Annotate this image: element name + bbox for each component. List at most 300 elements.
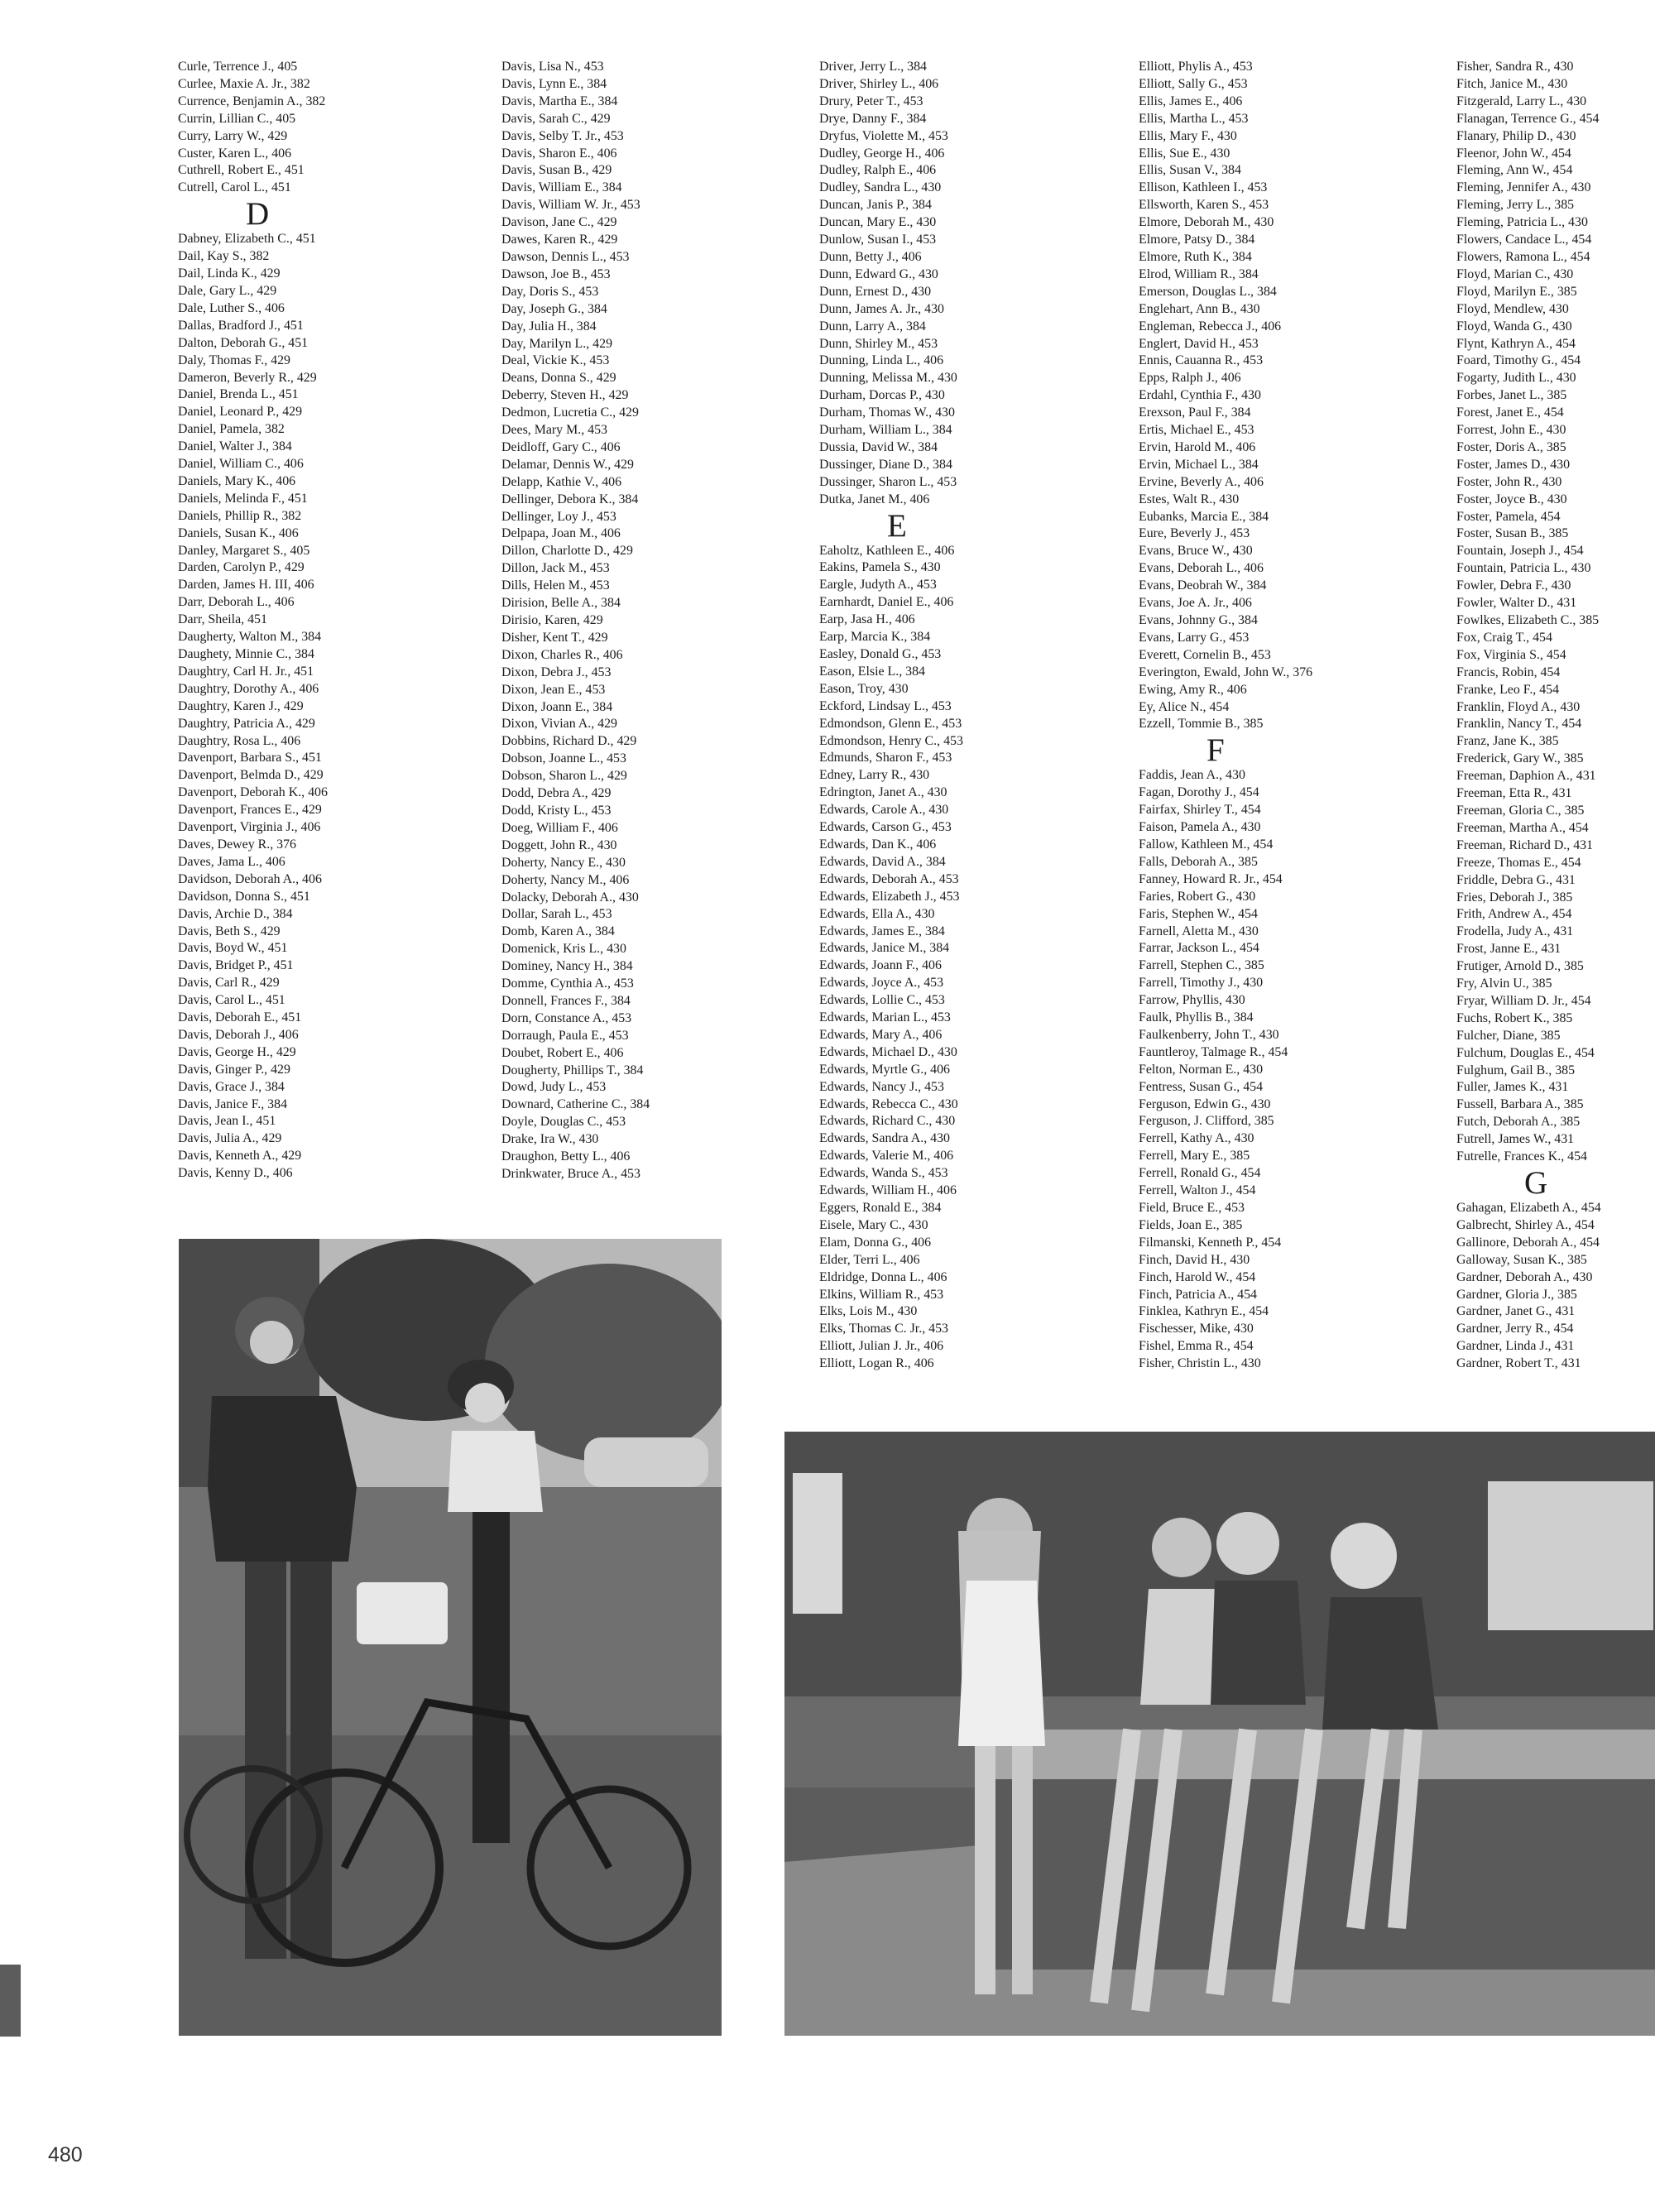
index-entry: Dixon, Vivian A., 429	[501, 717, 618, 732]
index-entry: Felton, Norman E., 430	[1139, 1062, 1264, 1077]
index-entry: Faulk, Phyllis B., 384	[1139, 1010, 1254, 1025]
index-entry: Delapp, Kathie V., 406	[501, 474, 622, 489]
index-entry: Fairfax, Shirley T., 454	[1139, 803, 1261, 818]
index-entry: Darr, Sheila, 451	[178, 612, 267, 627]
index-entry: Fowler, Debra F., 430	[1456, 578, 1571, 593]
index-entry: Fentress, Susan G., 454	[1139, 1079, 1264, 1094]
index-entry: Field, Bruce E., 453	[1139, 1201, 1245, 1215]
index-entry: Ewing, Amy R., 406	[1139, 682, 1247, 697]
index-entry: Edwards, Lollie C., 453	[819, 993, 945, 1008]
index-entry: Daniel, Leonard P., 429	[178, 405, 303, 420]
index-entry: Dunn, Betty J., 406	[819, 249, 922, 264]
photo-students-with-bicycles	[179, 1239, 722, 2036]
index-entry: Edwards, Rebecca C., 430	[819, 1096, 958, 1111]
index-entry: Edwards, Mary A., 406	[819, 1027, 943, 1042]
index-entry: Currence, Benjamin A., 382	[178, 94, 326, 108]
index-entry: Davis, George H., 429	[178, 1044, 296, 1059]
index-entry: Davis, Kenny D., 406	[178, 1166, 293, 1181]
index-entry: Eggers, Ronald E., 384	[819, 1201, 942, 1215]
index-entry: Finch, David H., 430	[1139, 1252, 1250, 1267]
index-entry: Daniel, Pamela, 382	[178, 422, 285, 437]
index-entry: Daniel, Brenda L., 451	[178, 387, 299, 402]
index-entry: Dillon, Jack M., 453	[501, 561, 610, 576]
index-entry: Gahagan, Elizabeth A., 454	[1456, 1201, 1601, 1215]
index-entry: Domme, Cynthia A., 453	[501, 976, 634, 991]
index-entry: Davenport, Barbara S., 451	[178, 751, 322, 765]
index-entry: Fauntleroy, Talmage R., 454	[1139, 1044, 1288, 1059]
index-entry: Deberry, Steven H., 429	[501, 388, 629, 403]
index-entry: Foster, James D., 430	[1456, 457, 1571, 472]
index-entry: Dillon, Charlotte D., 429	[501, 544, 633, 559]
index-entry: Frost, Janne E., 431	[1456, 942, 1561, 957]
index-entry: Floyd, Marian C., 430	[1456, 266, 1574, 281]
index-entry: Draughon, Betty L., 406	[501, 1149, 631, 1164]
index-entry: Foster, Joyce B., 430	[1456, 492, 1567, 506]
index-entry: Everington, Ewald, John W., 376	[1139, 665, 1313, 679]
index-entry: Evans, Deborah L., 406	[1139, 561, 1264, 576]
index-entry: Dunlow, Susan I., 453	[819, 233, 937, 247]
index-entry: Elliott, Julian J. Jr., 406	[819, 1339, 944, 1354]
index-entry: Dixon, Charles R., 406	[501, 647, 623, 662]
index-entry: Dees, Mary M., 453	[501, 423, 607, 438]
index-entry: Daugherty, Walton M., 384	[178, 630, 322, 645]
index-entry: Darr, Deborah L., 406	[178, 595, 295, 610]
index-entry: Eisele, Mary C., 430	[819, 1217, 928, 1232]
index-entry: Elliott, Phylis A., 453	[1139, 60, 1253, 74]
index-entry: Fleming, Ann W., 454	[1456, 163, 1573, 178]
index-entry: Fallow, Kathleen M., 454	[1139, 837, 1274, 852]
index-entry: Davis, William E., 384	[501, 180, 622, 195]
index-entry: Freeman, Etta R., 431	[1456, 786, 1572, 801]
index-entry: Ferrell, Kathy A., 430	[1139, 1131, 1254, 1146]
index-entry: Fleming, Jennifer A., 430	[1456, 180, 1591, 195]
bicycles-photo-art	[179, 1239, 722, 2036]
index-entry: Fox, Virginia S., 454	[1456, 647, 1566, 662]
index-entry: Dutka, Janet M., 406	[819, 492, 930, 506]
index-entry: Floyd, Mendlew, 430	[1456, 301, 1569, 316]
index-entry: Edwards, Nancy J., 453	[819, 1079, 944, 1094]
index-entry: Edney, Larry R., 430	[819, 768, 930, 783]
index-entry: Day, Joseph G., 384	[501, 301, 607, 316]
index-entry: Davis, Boyd W., 451	[178, 941, 288, 956]
index-entry: Dussinger, Diane D., 384	[819, 457, 952, 472]
index-entry: Futrelle, Frances K., 454	[1456, 1149, 1587, 1164]
index-entry: Curry, Larry W., 429	[178, 128, 288, 143]
index-entry: Fulcher, Diane, 385	[1456, 1028, 1561, 1043]
index-entry: Davison, Jane C., 429	[501, 215, 617, 230]
index-entry: Gardner, Janet G., 431	[1456, 1304, 1576, 1319]
index-entry: Dirisio, Karen, 429	[501, 613, 603, 627]
index-entry: Erexson, Paul F., 384	[1139, 405, 1251, 420]
index-entry: Fitch, Janice M., 430	[1456, 76, 1568, 91]
index-entry: Earp, Jasa H., 406	[819, 612, 915, 627]
index-entry: Ferguson, Edwin G., 430	[1139, 1096, 1271, 1111]
index-entry: Dail, Linda K., 429	[178, 266, 281, 281]
index-entry: Custer, Karen L., 406	[178, 146, 292, 161]
index-entry: Francis, Robin, 454	[1456, 665, 1561, 679]
index-entry: Ferrell, Mary E., 385	[1139, 1149, 1250, 1164]
index-entry: Driver, Shirley L., 406	[819, 76, 939, 91]
index-entry: Faries, Robert G., 430	[1139, 889, 1256, 904]
index-entry: Ellison, Kathleen I., 453	[1139, 180, 1268, 195]
index-entry: Davis, Julia A., 429	[178, 1131, 282, 1146]
index-entry: Franklin, Nancy T., 454	[1456, 717, 1582, 732]
index-entry: Drye, Danny F., 384	[819, 111, 927, 126]
index-entry: Falls, Deborah A., 385	[1139, 854, 1258, 869]
index-entry: Fishel, Emma R., 454	[1139, 1339, 1254, 1354]
index-entry: Freeman, Gloria C., 385	[1456, 803, 1585, 818]
index-entry: Ervine, Beverly A., 406	[1139, 474, 1264, 489]
index-entry: Dodd, Debra A., 429	[501, 786, 612, 801]
index-entry: Edmondson, Glenn E., 453	[819, 716, 962, 731]
index-column-1	[178, 59, 328, 1183]
index-entry: Elks, Lois M., 430	[819, 1304, 918, 1319]
index-entry: Earp, Marcia K., 384	[819, 630, 931, 645]
index-entry: Evans, Larry G., 453	[1139, 630, 1250, 645]
index-entry: Fountain, Joseph J., 454	[1456, 544, 1584, 559]
index-entry: Edwards, Valerie M., 406	[819, 1149, 954, 1164]
index-entry: Dunn, James A. Jr., 430	[819, 301, 944, 316]
index-entry: Frodella, Judy A., 431	[1456, 924, 1574, 939]
index-entry: Davis, Martha E., 384	[501, 94, 618, 108]
index-entry: Doherty, Nancy M., 406	[501, 872, 630, 887]
index-entry: Dudley, Sandra L., 430	[819, 180, 942, 195]
index-entry: Durham, William L., 384	[819, 423, 952, 438]
index-entry: Fagan, Dorothy J., 454	[1139, 785, 1259, 800]
index-entry: Daughtry, Carl H. Jr., 451	[178, 664, 314, 679]
index-entry: Dougherty, Phillips T., 384	[501, 1063, 644, 1077]
index-entry: Dussia, David W., 384	[819, 439, 938, 454]
index-entry: Fowlkes, Elizabeth C., 385	[1456, 613, 1600, 627]
index-entry: Donnell, Frances F., 384	[501, 993, 631, 1008]
index-entry: Fischesser, Mike, 430	[1139, 1322, 1254, 1336]
index-entry: Dobson, Joanne L., 453	[501, 751, 626, 766]
index-entry: Dryfus, Violette M., 453	[819, 128, 948, 143]
index-entry: Elmore, Deborah M., 430	[1139, 215, 1274, 230]
index-entry: Floyd, Marilyn E., 385	[1456, 284, 1577, 299]
index-entry: Epps, Ralph J., 406	[1139, 371, 1241, 386]
index-entry: Farnell, Aletta M., 430	[1139, 924, 1259, 938]
index-entry: Erdahl, Cynthia F., 430	[1139, 388, 1261, 403]
index-entry: Edwards, Deborah A., 453	[819, 871, 959, 886]
index-entry: Davis, Lynn E., 384	[501, 76, 607, 91]
index-entry: Faris, Stephen W., 454	[1139, 906, 1258, 921]
index-entry: Eaholtz, Kathleen E., 406	[819, 543, 955, 558]
index-entry: Galbrecht, Shirley A., 454	[1456, 1217, 1595, 1232]
index-entry: Gardner, Linda J., 431	[1456, 1339, 1575, 1354]
section-letter-g: G	[1524, 1165, 1548, 1201]
index-entry: Gardner, Deborah A., 430	[1456, 1269, 1593, 1284]
index-entry: Dirision, Belle A., 384	[501, 596, 621, 611]
index-entry: Eldridge, Donna L., 406	[819, 1269, 947, 1284]
index-entry: Estes, Walt R., 430	[1139, 492, 1240, 506]
index-entry: Fryar, William D. Jr., 454	[1456, 993, 1591, 1008]
index-entry: Elmore, Patsy D., 384	[1139, 233, 1255, 247]
page-edge-tab	[0, 1965, 21, 2037]
index-entry: Davis, Archie D., 384	[178, 906, 293, 921]
index-entry: Edwards, Carson G., 453	[819, 820, 952, 835]
index-entry: Fanney, Howard R. Jr., 454	[1139, 871, 1283, 886]
index-entry: Davenport, Deborah K., 406	[178, 785, 328, 800]
index-entry: Curlee, Maxie A. Jr., 382	[178, 76, 310, 91]
index-entry: Davis, Beth S., 429	[178, 924, 281, 938]
index-entry: Day, Doris S., 453	[501, 284, 599, 299]
index-entry: Foard, Timothy G., 454	[1456, 353, 1581, 368]
index-entry: Edmondson, Henry C., 453	[819, 733, 963, 748]
index-entry: Daughtry, Rosa L., 406	[178, 733, 301, 748]
index-entry: Flowers, Candace L., 454	[1456, 233, 1592, 247]
index-entry: Deal, Vickie K., 453	[501, 353, 610, 368]
index-entry: Earnhardt, Daniel E., 406	[819, 595, 954, 610]
index-entry: Fleming, Jerry L., 385	[1456, 198, 1575, 213]
index-entry: Edrington, Janet A., 430	[819, 785, 947, 800]
index-entry: Eargle, Judyth A., 453	[819, 578, 937, 593]
index-entry: Dorn, Constance A., 453	[501, 1010, 632, 1025]
index-entry: Edwards, Dan K., 406	[819, 837, 937, 852]
index-entry: Eure, Beverly J., 453	[1139, 526, 1250, 541]
index-entry: Edwards, Marian L., 453	[819, 1010, 951, 1025]
index-entry: Davenport, Frances E., 429	[178, 803, 322, 818]
index-entry: Domenick, Kris L., 430	[501, 942, 626, 957]
index-entry: Ellis, Martha L., 453	[1139, 111, 1249, 126]
index-entry: Finch, Harold W., 454	[1139, 1269, 1256, 1284]
index-entry: Elam, Donna G., 406	[819, 1235, 932, 1250]
index-entry: Engleman, Rebecca J., 406	[1139, 319, 1282, 333]
index-entry: Daves, Dewey R., 376	[178, 837, 296, 852]
index-entry: Danley, Margaret S., 405	[178, 543, 310, 558]
index-entry: Downard, Catherine C., 384	[501, 1097, 650, 1112]
index-entry: Davis, Susan B., 429	[501, 163, 612, 178]
index-entry: Freeze, Thomas E., 454	[1456, 855, 1581, 870]
index-entry: Farrar, Jackson L., 454	[1139, 941, 1259, 956]
index-entry: Daughety, Minnie C., 384	[178, 647, 314, 661]
index-entry: Faulkenberry, John T., 430	[1139, 1027, 1279, 1042]
index-entry: Everett, Cornelin B., 453	[1139, 647, 1271, 662]
index-entry: Fox, Craig T., 454	[1456, 630, 1552, 645]
index-entry: Davis, Bridget P., 451	[178, 958, 294, 973]
index-entry: Daughtry, Karen J., 429	[178, 698, 304, 713]
index-entry: Englehart, Ann B., 430	[1139, 301, 1260, 316]
index-entry: Edwards, Sandra A., 430	[819, 1131, 950, 1146]
index-entry: Dunn, Edward G., 430	[819, 266, 938, 281]
index-entry: Drinkwater, Bruce A., 453	[501, 1167, 640, 1181]
index-entry: Englert, David H., 453	[1139, 336, 1259, 351]
index-entry: Dawes, Karen R., 429	[501, 233, 618, 247]
index-entry: Drake, Ira W., 430	[501, 1132, 599, 1147]
index-entry: Frederick, Gary W., 385	[1456, 751, 1584, 766]
index-column-3	[819, 59, 963, 1373]
index-column-5	[1456, 59, 1601, 1373]
index-entry: Flanary, Philip D., 430	[1456, 128, 1576, 143]
index-entry: Daniel, William C., 406	[178, 457, 304, 472]
index-entry: Forbes, Janet L., 385	[1456, 388, 1567, 403]
index-entry: Ferrell, Ronald G., 454	[1139, 1166, 1261, 1181]
index-entry: Edwards, Elizabeth J., 453	[819, 889, 960, 904]
index-entry: Davis, Carl R., 429	[178, 976, 280, 991]
index-entry: Dalton, Deborah G., 451	[178, 335, 309, 350]
index-entry: Day, Julia H., 384	[501, 319, 597, 333]
index-entry: Duncan, Janis P., 384	[819, 198, 932, 213]
index-entry: Davis, Grace J., 384	[178, 1079, 285, 1094]
index-entry: Dale, Gary L., 429	[178, 283, 277, 298]
index-entry: Edwards, Joyce A., 453	[819, 976, 944, 991]
index-entry: Fleenor, John W., 454	[1456, 146, 1571, 161]
index-entry: Fields, Joan E., 385	[1139, 1217, 1243, 1232]
index-entry: Dudley, Ralph E., 406	[819, 163, 937, 178]
index-entry: Forrest, John E., 430	[1456, 423, 1566, 438]
index-entry: Filmanski, Kenneth P., 454	[1139, 1235, 1282, 1250]
index-entry: Elliott, Logan R., 406	[819, 1356, 934, 1371]
index-entry: Eason, Troy, 430	[819, 681, 909, 696]
index-entry: Disher, Kent T., 429	[501, 630, 608, 645]
index-entry: Doherty, Nancy E., 430	[501, 855, 626, 870]
index-entry: Futch, Deborah A., 385	[1456, 1115, 1581, 1130]
index-entry: Edwards, David A., 384	[819, 854, 946, 869]
index-entry: Dixon, Jean E., 453	[501, 682, 606, 697]
index-entry: Dawson, Dennis L., 453	[501, 249, 630, 264]
index-entry: Edwards, Carole A., 430	[819, 803, 949, 818]
index-entry: Faison, Pamela A., 430	[1139, 820, 1261, 835]
index-entry: Foster, Pamela, 454	[1456, 509, 1561, 524]
index-entry: Eason, Elsie L., 384	[819, 664, 925, 679]
index-entry: Daughtry, Dorothy A., 406	[178, 681, 319, 696]
index-entry: Fry, Alvin U., 385	[1456, 976, 1552, 991]
index-entry: Fuchs, Robert K., 385	[1456, 1010, 1573, 1025]
index-entry: Dolacky, Deborah A., 430	[501, 890, 639, 904]
index-entry: Davidson, Donna S., 451	[178, 889, 310, 904]
index-entry: Eakins, Pamela S., 430	[819, 560, 941, 575]
index-entry: Fuller, James K., 431	[1456, 1080, 1569, 1095]
index-entry: Freeman, Richard D., 431	[1456, 837, 1594, 852]
index-entry: Dabney, Elizabeth C., 451	[178, 232, 316, 247]
index-entry: Currin, Lillian C., 405	[178, 111, 296, 126]
index-entry: Faddis, Jean A., 430	[1139, 768, 1245, 783]
index-entry: Dollar, Sarah L., 453	[501, 907, 612, 922]
index-entry: Foster, Susan B., 385	[1456, 526, 1569, 541]
index-entry: Futrell, James W., 431	[1456, 1132, 1575, 1147]
index-entry: Ervin, Harold M., 406	[1139, 439, 1256, 454]
index-entry: Davis, Carol L., 451	[178, 993, 285, 1008]
index-entry: Franz, Jane K., 385	[1456, 734, 1559, 749]
index-entry: Davis, Janice F., 384	[178, 1096, 288, 1111]
index-entry: Farrell, Timothy J., 430	[1139, 976, 1264, 991]
index-entry: Edwards, Michael D., 430	[819, 1044, 957, 1059]
index-entry: Dunn, Shirley M., 453	[819, 336, 938, 351]
index-entry: Dallas, Bradford J., 451	[178, 318, 304, 333]
index-entry: Edmunds, Sharon F., 453	[819, 751, 952, 765]
index-entry: Gallinore, Deborah A., 454	[1456, 1235, 1600, 1250]
index-entry: Dellinger, Loy J., 453	[501, 509, 616, 524]
index-entry: Day, Marilyn L., 429	[501, 336, 613, 351]
index-entry: Duncan, Mary E., 430	[819, 215, 937, 230]
index-entry: Gardner, Robert T., 431	[1456, 1356, 1581, 1371]
index-entry: Edwards, James E., 384	[819, 924, 945, 938]
index-entry: Edwards, Wanda S., 453	[819, 1166, 948, 1181]
index-entry: Edwards, Richard C., 430	[819, 1114, 956, 1129]
index-entry: Dominey, Nancy H., 384	[501, 959, 633, 974]
index-entry: Dobbins, Richard D., 429	[501, 734, 637, 749]
index-entry: Fogarty, Judith L., 430	[1456, 371, 1576, 386]
index-entry: Daughtry, Patricia A., 429	[178, 716, 315, 731]
index-entry: Dunning, Linda L., 406	[819, 353, 944, 368]
index-entry: Evans, Johnny G., 384	[1139, 613, 1258, 627]
index-entry: Freeman, Martha A., 454	[1456, 820, 1589, 835]
index-entry: Galloway, Susan K., 385	[1456, 1252, 1587, 1267]
wall-photo-art	[784, 1432, 1655, 2036]
index-entry: Emerson, Douglas L., 384	[1139, 284, 1277, 299]
index-entry: Fitzgerald, Larry L., 430	[1456, 94, 1587, 108]
index-entry: Edwards, Ella A., 430	[819, 906, 935, 921]
index-entry: Edwards, Joann F., 406	[819, 958, 942, 973]
index-entry: Forest, Janet E., 454	[1456, 405, 1564, 420]
index-entry: Foster, Doris A., 385	[1456, 439, 1566, 454]
index-entry: Cuthrell, Robert E., 451	[178, 163, 305, 178]
index-entry: Doyle, Douglas C., 453	[501, 1115, 626, 1130]
index-entry: Flowers, Ramona L., 454	[1456, 249, 1590, 264]
index-entry: Dail, Kay S., 382	[178, 249, 270, 264]
index-entry: Durham, Dorcas P., 430	[819, 388, 945, 403]
index-entry: Friddle, Debra G., 431	[1456, 872, 1576, 887]
index-entry: Ellis, Sue E., 430	[1139, 146, 1230, 161]
index-entry: Elmore, Ruth K., 384	[1139, 249, 1252, 264]
index-entry: Dixon, Debra J., 453	[501, 665, 612, 679]
index-entry: Dobson, Sharon L., 429	[501, 769, 627, 784]
index-entry: Easley, Donald G., 453	[819, 647, 942, 661]
index-entry: Dodd, Kristy L., 453	[501, 803, 612, 818]
index-entry: Daniels, Phillip R., 382	[178, 508, 302, 523]
index-entry: Dunn, Ernest D., 430	[819, 284, 932, 299]
index-entry: Domb, Karen A., 384	[501, 924, 615, 939]
index-entry: Davis, Ginger P., 429	[178, 1062, 290, 1077]
index-entry: Foster, John R., 430	[1456, 474, 1562, 489]
index-entry: Ey, Alice N., 454	[1139, 699, 1230, 714]
index-entry: Eckford, Lindsay L., 453	[819, 698, 952, 713]
index-entry: Daly, Thomas F., 429	[178, 353, 290, 367]
index-entry: Finch, Patricia A., 454	[1139, 1287, 1257, 1302]
index-entry: Dawson, Joe B., 453	[501, 266, 611, 281]
index-entry: Edwards, Myrtle G., 406	[819, 1062, 950, 1077]
index-entry: Durham, Thomas W., 430	[819, 405, 955, 420]
index-entry: Gardner, Jerry R., 454	[1456, 1322, 1574, 1336]
index-entry: Delamar, Dennis W., 429	[501, 457, 635, 472]
index-entry: Darden, Carolyn P., 429	[178, 560, 305, 575]
index-entry: Daniel, Walter J., 384	[178, 439, 292, 454]
index-entry: Darden, James H. III, 406	[178, 578, 314, 593]
index-entry: Ellis, James E., 406	[1139, 94, 1243, 108]
index-entry: Daves, Jama L., 406	[178, 854, 285, 869]
index-entry: Elkins, William R., 453	[819, 1287, 944, 1302]
index-entry: Evans, Bruce W., 430	[1139, 544, 1253, 559]
index-entry: Ferrell, Walton J., 454	[1139, 1183, 1256, 1198]
index-entry: Delpapa, Joan M., 406	[501, 526, 621, 541]
index-entry: Deidloff, Gary C., 406	[501, 439, 621, 454]
index-entry: Evans, Joe A. Jr., 406	[1139, 596, 1252, 611]
index-entry: Frutiger, Arnold D., 385	[1456, 959, 1584, 974]
index-entry: Franke, Leo F., 454	[1456, 682, 1560, 697]
index-entry: Elder, Terri L., 406	[819, 1252, 920, 1267]
index-entry: Dowd, Judy L., 453	[501, 1080, 607, 1095]
index-entry: Elliott, Sally G., 453	[1139, 76, 1248, 91]
index-entry: Curle, Terrence J., 405	[178, 60, 298, 74]
index-entry: Davis, Jean I., 451	[178, 1114, 276, 1129]
index-entry: Dameron, Beverly R., 429	[178, 370, 317, 385]
index-entry: Fleming, Patricia L., 430	[1456, 215, 1588, 230]
index-entry: Doggett, John R., 430	[501, 837, 617, 852]
index-entry: Davenport, Belmda D., 429	[178, 768, 324, 783]
index-entry: Doeg, William F., 406	[501, 820, 618, 835]
index-entry: Elks, Thomas C. Jr., 453	[819, 1322, 948, 1336]
index-entry: Davis, Sarah C., 429	[501, 111, 611, 126]
